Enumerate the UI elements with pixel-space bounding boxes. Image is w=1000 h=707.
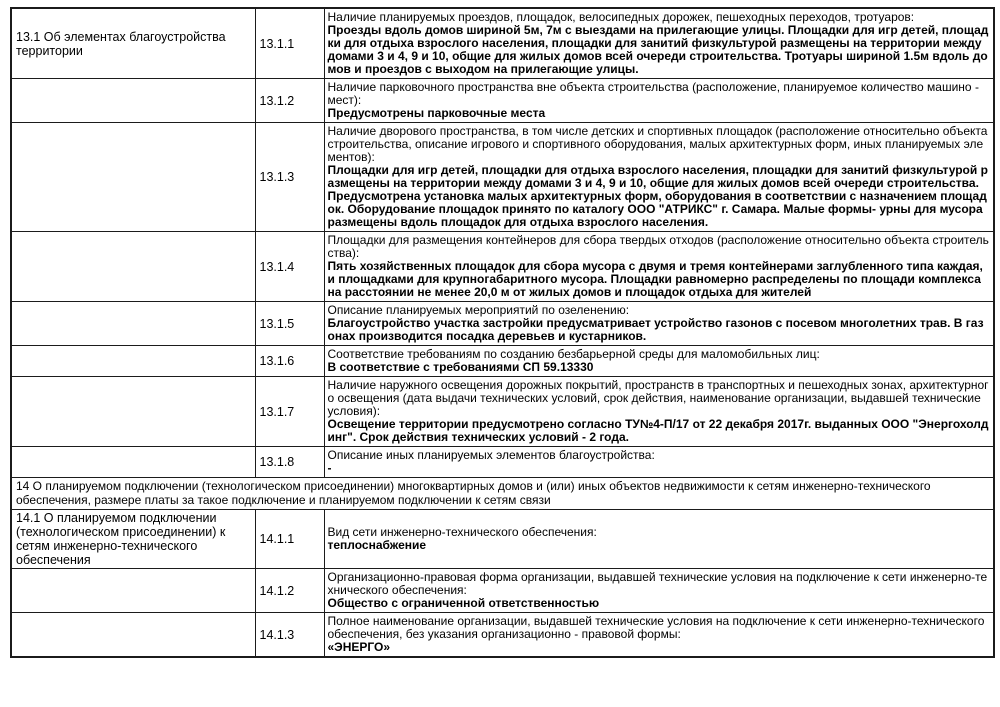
- question-text: Наличие наружного освещения дорожных покрытий, пространств в транспортных и пешеходных зонах, архитектурного освещения (дата выдачи технических условий, срок действия, наименование организации, выдавшей технические условия):: [327, 378, 989, 418]
- row-content-cell: [324, 447, 994, 478]
- row-content-cell: [324, 79, 994, 123]
- section-label-cell: [11, 232, 255, 302]
- answer-text: Проезды вдоль домов шириной 5м, 7м с выездами на прилегающие улицы. Площадки для игр детей, площадки для отдыха взрослого населения, площадки для занитий физкультурой размещены на территории между домами 3 и 4, 9 и 10, общие для жилых домов всей очереди строительства. Тротуары шириной 1.5м вдоль домов и проездов с выходом на прилегающие улицы.: [327, 23, 989, 76]
- answer-text: Площадки для игр детей, площадки для отдыха взрослого населения, площадки для занитий физкультурой размещены на территории между домами 3 и 4, 9 и 10, общие для жилых домов всей очереди строительства. Предусмотрена установка малых архитектурных форм, оборудования в соответствии с назначением площадок. Оборудование площадок принято по каталогу ООО "АТРИКС" г. Самара. Малые формы- урны для мусора размещены вдоль площадок для отдыха взрослого населения.: [327, 163, 988, 229]
- section-header-cell: 14 О планируемом подключении (технологическом присоединении) многоквартирных домов и (или) иных объектов недвижимости к сетям инженерно-технического обеспечения, размере платы за такое подключение и планируемом подключении к сетям связи: [11, 478, 994, 510]
- row-number-cell: 14.1.3: [255, 613, 324, 658]
- question-text: Наличие парковочного пространства вне объекта строительства (расположение, планируемое количество машино - мест):: [327, 80, 979, 107]
- section-label-cell: [11, 123, 255, 232]
- table-row: [11, 8, 994, 79]
- row-number-cell: 13.1.1: [255, 8, 324, 79]
- table-row: [11, 613, 994, 658]
- row-content-cell: [324, 346, 994, 377]
- section-label-cell: [11, 346, 255, 377]
- answer-text: Пять хозяйственных площадок для сбора мусора с двумя и тремя контейнерами заглубленного типа каждая, и площадками для крупногабаритного мусора. Площадки равномерно распределены по площади комплекса на расстоянии не менее 20,0 м от жилых домов и площадок отдыха для жителей: [327, 259, 983, 299]
- row-number-cell: 13.1.8: [255, 447, 324, 478]
- row-number-cell: 13.1.4: [255, 232, 324, 302]
- section-label-cell: [11, 79, 255, 123]
- table-row: [11, 232, 994, 302]
- table-row: [11, 447, 994, 478]
- question-text: Площадки для размещения контейнеров для сбора твердых отходов (расположение относительно объекта строительства):: [327, 233, 989, 260]
- answer-text: -: [327, 461, 332, 475]
- row-number-cell: 14.1.2: [255, 569, 324, 613]
- table-row: [11, 123, 994, 232]
- section-label-cell: [11, 569, 255, 613]
- question-text: Полное наименование организации, выдавшей технические условия на подключение к сети инженерно-технического обеспечения, без указания организационно - правовой формы:: [327, 614, 985, 641]
- row-content-cell: [324, 8, 994, 79]
- table-row: [11, 510, 994, 569]
- table-row: [11, 346, 994, 377]
- answer-text: «ЭНЕРГО»: [327, 640, 391, 654]
- row-number-cell: 13.1.2: [255, 79, 324, 123]
- section-label-cell: 14.1 О планируемом подключении (технологическом присоединении) к сетям инженерно-технического обеспечения: [11, 510, 255, 569]
- row-content-cell: [324, 377, 994, 447]
- row-number-cell: 13.1.5: [255, 302, 324, 346]
- section-label-cell: [11, 447, 255, 478]
- answer-text: теплоснабжение: [327, 538, 427, 552]
- answer-text: Предусмотрены парковочные места: [327, 106, 546, 120]
- answer-text: В соответствие с требованиями СП 59.13330: [327, 360, 594, 374]
- answer-text: Общество с ограниченной ответственностью: [327, 596, 600, 610]
- row-content-cell: [324, 510, 994, 569]
- section-label-cell: 13.1 Об элементах благоустройства территории: [11, 8, 255, 79]
- row-number-cell: 13.1.6: [255, 346, 324, 377]
- row-content-cell: [324, 569, 994, 613]
- table-row: [11, 377, 994, 447]
- section-label-cell: [11, 302, 255, 346]
- question-text: Соответствие требованиям по созданию безбарьерной среды для маломобильных лиц:: [327, 347, 820, 361]
- row-number-cell: 13.1.7: [255, 377, 324, 447]
- answer-text: Благоустройство участка застройки предусматривает устройство газонов с посевом многолетних трав. В газонах производится посадка деревьев и кустарников.: [327, 316, 984, 343]
- section-label-cell: [11, 377, 255, 447]
- row-content-cell: [324, 302, 994, 346]
- project-declaration-table: [10, 7, 995, 658]
- row-number-cell: 14.1.1: [255, 510, 324, 569]
- question-text: Описание планируемых мероприятий по озеленению:: [327, 303, 630, 317]
- question-text: Организационно-правовая форма организации, выдавшей технические условия на подключение к сети инженерно-технического обеспечения:: [327, 570, 988, 597]
- table-row: [11, 79, 994, 123]
- row-content-cell: [324, 232, 994, 302]
- question-text: Наличие планируемых проездов, площадок, велосипедных дорожек, пешеходных переходов, тротуаров:: [327, 10, 915, 24]
- answer-text: Освещение территории предусмотрено согласно ТУ№4-П/17 от 22 декабря 2017г. выданных ООО "Энергохолдинг". Срок действия технических условий - 2 года.: [327, 417, 989, 444]
- question-text: Описание иных планируемых элементов благоустройства:: [327, 448, 655, 462]
- row-content-cell: [324, 123, 994, 232]
- section-header-row: [11, 478, 994, 510]
- question-text: Вид сети инженерно-технического обеспечения:: [327, 525, 597, 539]
- row-number-cell: 13.1.3: [255, 123, 324, 232]
- row-content-cell: [324, 613, 994, 658]
- question-text: Наличие дворового пространства, в том числе детских и спортивных площадок (расположение относительно объекта строительства, описание игрового и спортивного оборудования, малых архитектурных форм, иных планируемых элементов):: [327, 124, 988, 164]
- table-row: [11, 569, 994, 613]
- section-label-cell: [11, 613, 255, 658]
- table-row: [11, 302, 994, 346]
